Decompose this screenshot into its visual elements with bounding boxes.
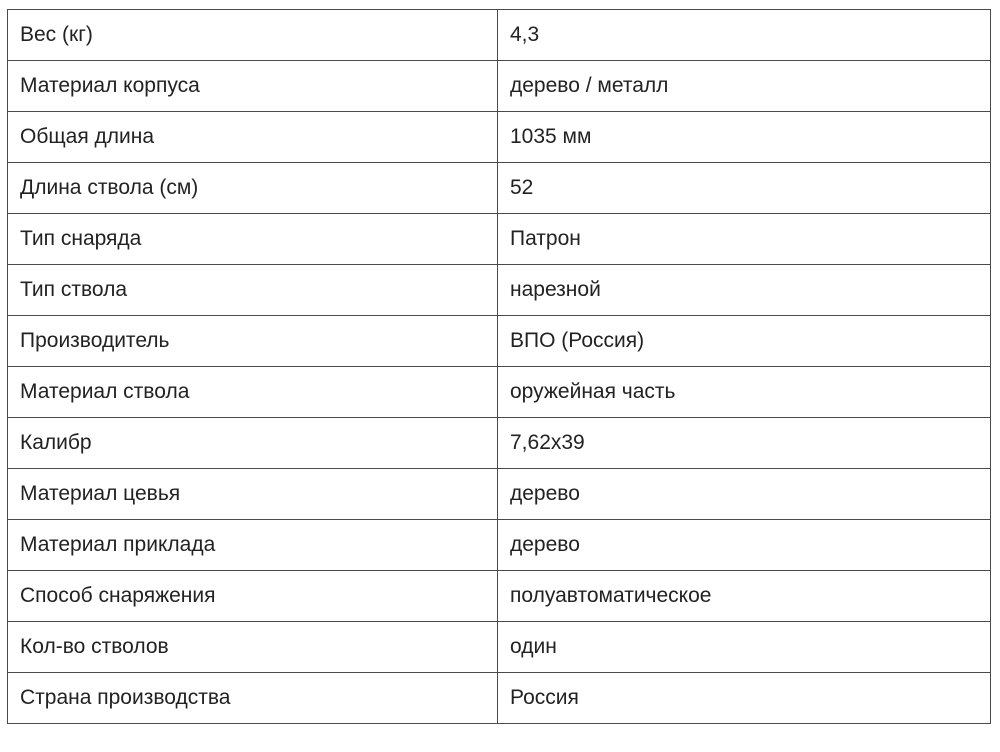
table-row (8, 673, 991, 724)
table-row (8, 622, 991, 673)
table-row (8, 469, 991, 520)
spec-value: 7,62x39 (498, 418, 991, 469)
spec-label: Тип снаряда (8, 214, 498, 265)
spec-value: 4,3 (498, 10, 991, 61)
spec-value: дерево (498, 520, 991, 571)
spec-value: Патрон (498, 214, 991, 265)
table-row (8, 112, 991, 163)
table-row (8, 520, 991, 571)
table-row (8, 367, 991, 418)
spec-label: Материал приклада (8, 520, 498, 571)
table-row (8, 61, 991, 112)
spec-label: Длина ствола (см) (8, 163, 498, 214)
specifications-body (8, 10, 991, 724)
table-row (8, 163, 991, 214)
specifications-table (7, 9, 991, 724)
spec-label: Страна производства (8, 673, 498, 724)
spec-label: Материал ствола (8, 367, 498, 418)
spec-value: нарезной (498, 265, 991, 316)
spec-label: Кол-во стволов (8, 622, 498, 673)
spec-label: Материал цевья (8, 469, 498, 520)
spec-value: один (498, 622, 991, 673)
spec-label: Общая длина (8, 112, 498, 163)
spec-value: дерево (498, 469, 991, 520)
spec-label: Способ снаряжения (8, 571, 498, 622)
spec-label: Материал корпуса (8, 61, 498, 112)
table-row (8, 214, 991, 265)
spec-value: ВПО (Россия) (498, 316, 991, 367)
spec-label: Производитель (8, 316, 498, 367)
spec-value: 1035 мм (498, 112, 991, 163)
table-row (8, 265, 991, 316)
spec-value: Россия (498, 673, 991, 724)
spec-label: Вес (кг) (8, 10, 498, 61)
table-row (8, 10, 991, 61)
spec-label: Тип ствола (8, 265, 498, 316)
spec-value: 52 (498, 163, 991, 214)
spec-value: дерево / металл (498, 61, 991, 112)
spec-value: полуавтоматическое (498, 571, 991, 622)
spec-label: Калибр (8, 418, 498, 469)
spec-value: оружейная часть (498, 367, 991, 418)
table-row (8, 571, 991, 622)
table-row (8, 418, 991, 469)
table-row (8, 316, 991, 367)
